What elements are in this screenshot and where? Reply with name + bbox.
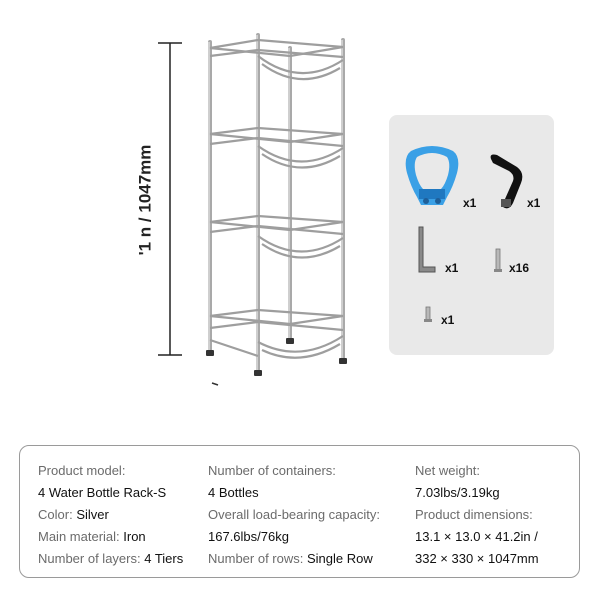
dimensions-label: Product dimensions: xyxy=(415,507,533,522)
accessories-panel xyxy=(389,115,554,355)
specs-column-1 xyxy=(38,460,183,570)
material-row xyxy=(38,526,183,548)
small-screw-count: x1 xyxy=(441,313,455,327)
strap-icon xyxy=(487,153,527,211)
allen-key-icon xyxy=(415,225,437,275)
containers-value: 4 Bottles xyxy=(208,485,259,500)
rows-label: Number of rows: xyxy=(208,551,304,566)
rows-value: Single Row xyxy=(307,551,373,566)
rows-row xyxy=(208,548,380,570)
specs-column-2 xyxy=(208,460,380,570)
material-label: Main material: xyxy=(38,529,120,544)
material-value: Iron xyxy=(123,529,146,544)
allen-key-count: x1 xyxy=(445,261,459,275)
capacity-label: Overall load-bearing capacity: xyxy=(208,507,380,522)
weight-value: 7.03lbs/3.19kg xyxy=(415,485,500,500)
layers-value: 4 Tiers xyxy=(144,551,184,566)
bottle-handle-icon xyxy=(401,143,463,211)
containers-label: Number of containers: xyxy=(208,463,336,478)
screw-count: x16 xyxy=(509,261,530,275)
handle-count: x1 xyxy=(463,196,477,210)
rack-image xyxy=(0,0,380,420)
weight-label: Net weight: xyxy=(415,463,481,478)
height-dimension-label: '1 n / 1047mm xyxy=(135,144,155,256)
color-value: Silver xyxy=(76,507,109,522)
model-value: 4 Water Bottle Rack-S xyxy=(38,485,167,500)
specs-column-3 xyxy=(415,460,539,570)
layers-row xyxy=(38,548,183,570)
layers-label: Number of layers: xyxy=(38,551,141,566)
screw-icon xyxy=(493,247,503,275)
strap-count: x1 xyxy=(527,196,541,210)
color-label: Color: xyxy=(38,507,73,522)
specifications-box xyxy=(19,445,580,578)
dimensions-value-in: 13.1 × 13.0 × 41.2in / xyxy=(415,529,538,544)
dimensions-value-mm: 332 × 330 × 1047mm xyxy=(415,551,539,566)
capacity-value: 167.6lbs/76kg xyxy=(208,529,289,544)
color-row xyxy=(38,504,183,526)
small-screw-icon xyxy=(423,305,433,325)
model-label: Product model: xyxy=(38,463,126,478)
water-bottle-rack-icon xyxy=(0,0,380,420)
